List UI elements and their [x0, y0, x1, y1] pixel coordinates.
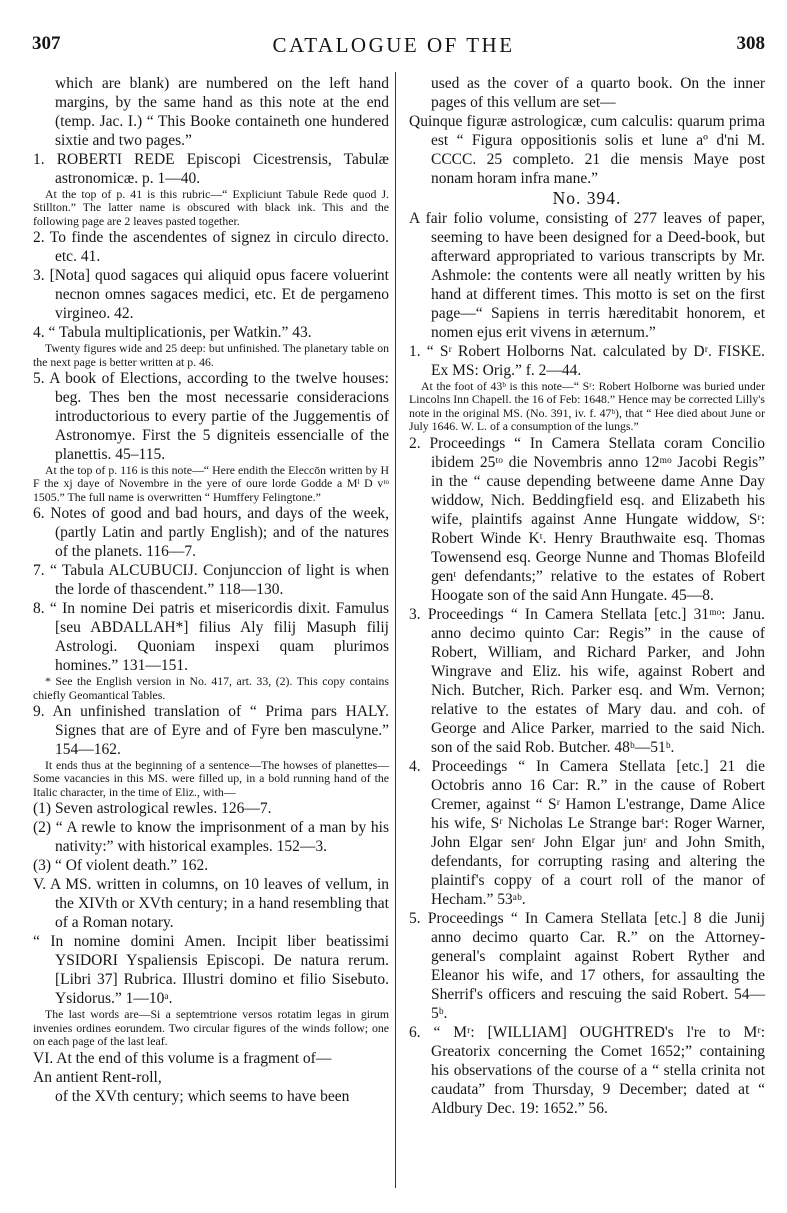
footnote: The last words are—Si a septemtrione versos rotatim legas in girum invenies ordines eorundem. Two circular figures of the winds follow; one on each page of the last leaf. — [33, 1007, 389, 1049]
catalogue-entry: of the XVth century; which seems to have been — [55, 1087, 350, 1105]
catalogue-entry: 4. Proceedings “ In Camera Stellata [etc.] 21 die Octobris anno 16 Car: R.” in the cause of Robert Cremer, against “ Sʳ Hamon L'estrange, Dame Alice his wife, Sʳ Nicholas Le Strange barᵗ: Roger Warner, John Elgar senʳ John Elgar junʳ and John Smith, defendants, for corrupting rasing and altering the plaintif's coppy of a court roll of the manor of Hecham.” 53ᵃᵇ. — [409, 757, 765, 908]
section-heading: No. 394. — [552, 188, 622, 208]
page-number-left: 307 — [32, 33, 61, 54]
catalogue-entry: 4. “ Tabula multiplicationis, per Watkin.” 43. — [33, 324, 312, 342]
catalogue-entry: 7. “ Tabula ALCUBUCIJ. Conjunccion of light is when the lorde of thascendent.” 118—130. — [33, 562, 389, 599]
catalogue-entry: 9. An unfinished translation of “ Prima pars HALY. Signes that are of Eyre and of Fyre ben masculyne.” 154—162. — [33, 703, 389, 759]
footnote: At the top of p. 41 is this rubric—“ Expliciunt Tabule Rede quod J. Stillton.” The latter name is obscured with black ink. This and the following page are 2 leaves pasted together. — [33, 187, 389, 228]
footnote: * See the English version in No. 417, art. 33, (2). This copy contains chiefly Geomantical Tables. — [33, 674, 389, 702]
catalogue-entry: (3) “ Of violent death.” 162. — [33, 857, 209, 875]
page-number-right: 308 — [736, 33, 765, 54]
running-title: CATALOGUE OF THE — [272, 33, 515, 57]
catalogue-entry: (2) “ A rewle to know the imprisonment of a man by his nativity:” with historical examples. 152—3. — [33, 819, 389, 856]
catalogue-entry: 2. Proceedings “ In Camera Stellata coram Concilio ibidem 25ᵗᵒ die Novembris anno 12ᵐᵒ Jacobi Regis” in the “ cause depending betweene dame Anne Day widdow, Nich. Beddingfield esq. and Elizabeth his wife, plaintifs against Anne Hungate widdow, Sʳ: Robert Winde Kᵗ. Henry Brauthwaite esq. Thomas Towensend esq. George Nunne and Thomas Blofeild genᵗ defendants;” relative to the estates of Robert Hoogate son of the said Ann Hungate. 45—8. — [409, 434, 765, 604]
catalogue-entry: “ In nomine domini Amen. Incipit liber beatissimi YSIDORI Yspaliensis Episcopi. De natura rerum. [Libri 37] Rubrica. Illustri domino et filio Sisebuto. Ysidorus.” 1—10ᵃ. — [33, 933, 389, 1008]
column-divider — [395, 72, 396, 1188]
catalogue-entry: 8. “ In nomine Dei patris et misericordis dixit. Famulus [seu ABDALLAH*] filius Aly filij Masuph filij Astrologi. Quoniam inspexi quam plurimos homines.” 131—151. — [33, 600, 389, 675]
right-column — [409, 74, 765, 1118]
catalogue-entry: 6. Notes of good and bad hours, and days of the week, (partly Latin and partly English); and of the natures of the planets. 116—7. — [33, 505, 389, 561]
catalogue-entry: An antient Rent-roll, — [33, 1068, 162, 1086]
catalogue-entry: V. A MS. written in columns, on 10 leaves of vellum, in the XIVth or XVth century; in a hand resembling that of a Roman notary. — [33, 876, 389, 932]
catalogue-entry: 5. A book of Elections, according to the twelve houses: beg. Thes ben the most necessarie consideracions introductorious to every partie of the Juggementis of Astronomye. First the 5 digniteis essencialle of the planettis. 45–115. — [33, 370, 389, 464]
catalogue-entry: 5. Proceedings “ In Camera Stellata [etc.] 8 die Junij anno decimo quarto Car. R.” on the Attorney-general's complaint against Robert Ryther and Eleanor his wife, and 17 others, for assaulting the Sherrif's officers and rescuing the said Robert. 54—5ᵇ. — [409, 909, 765, 1022]
catalogue-entry: A fair folio volume, consisting of 277 leaves of paper, seeming to have been designed for a Deed-book, but afterward appropriated to various transcripts by Mr. Ashmole: the contents were all neatly written by his hand at different times. This motto is set on the first page—“ Sapiens in terris hæreditabit honorem, et nomen ejus erit vivens in æternum.” — [409, 210, 765, 341]
catalogue-entry: 1. ROBERTI REDE Episcopi Cicestrensis, Tabulæ astronomicæ. p. 1—40. — [33, 151, 389, 187]
catalogue-entry: 6. “ Mʳ: [WILLIAM] OUGHTRED's l're to Mʳ: Greatorix concerning the Comet 1652;” containing his observations of the course of a “ stella crinita not caudata” from Thursday, 9 December; dated at “ Aldbury Dec. 19: 1652.” 56. — [409, 1023, 765, 1117]
catalogue-entry: (1) Seven astrological rewles. 126—7. — [33, 800, 272, 818]
left-column — [33, 74, 389, 1106]
catalogue-entry: which are blank) are numbered on the left hand margins, by the same hand as this note at the end (temp. Jac. I.) “ This Booke containeth one hundered sixtie and two pages.” — [55, 75, 389, 149]
catalogue-entry: VI. At the end of this volume is a fragment of— — [33, 1049, 332, 1067]
catalogue-entry: 1. “ Sʳ Robert Holborns Nat. calculated by Dʳ. FISKE. Ex MS: Orig.” f. 2—44. — [409, 343, 765, 379]
catalogue-entry: 3. [Nota] quod sagaces qui aliquid opus facere voluerint necnon omnes sagaces medici, etc. Et de pergameno virgineo. 42. — [33, 267, 389, 323]
catalogue-entry: 3. Proceedings “ In Camera Stellata [etc.] 31ᵐᵒ: Janu. anno decimo quinto Car: Regis” in the cause of Robert, William, and Richard Parker, and John Wingrave and Eliz. his wife, against Robert and Nich. Butcher, Rich. Parker esq. and Wm. Vernon; relative to the estates of Mary dau. and coh. of George and Alice Parker, married to the said Nich. son of the said Rob. Butcher. 48ᵇ—51ᵇ. — [409, 605, 765, 756]
footnote: Twenty figures wide and 25 deep: but unfinished. The planetary table on the next page is better written at p. 46. — [33, 341, 389, 369]
footnote: It ends thus at the beginning of a sentence—The howses of planettes—Some vacancies in this MS. were filled up, in a bold running hand of the Italic character, in the time of Eliz., with— — [33, 758, 389, 799]
footnote: At the foot of 43ᵇ is this note—“ Sʳ: Robert Holborne was buried under Lincolns Inn Chapell. the 16 of Feb: 1648.” Hence may be corrected Lilly's note in the original MS. (No. 391, iv. f. 47ᵇ), that “ Hee died about June or July 1646. W. L. of a consumption of the lungs.” — [409, 379, 765, 434]
catalogue-entry: used as the cover of a quarto book. On the inner pages of this vellum are set— — [431, 75, 765, 111]
catalogue-entry: 2. To finde the ascendentes of signez in circulo directo. etc. 41. — [33, 229, 389, 266]
running-header — [0, 33, 787, 59]
footnote: At the top of p. 116 is this note—“ Here endith the Eleccōn written by H F the xj daye of Novembre in the yere of oure lorde Godde a Mˡ D vᵗᵒ 1505.” The full name is overwritten “ Humffery Felingtone.” — [33, 463, 389, 504]
catalogue-entry: Quinque figuræ astrologicæ, cum calculis: quarum prima est “ Figura oppositionis solis et lune aº d'ni M. CCCC. 25 completo. 21 die mensis Maye post nonam horam infra mane.” — [409, 113, 765, 187]
